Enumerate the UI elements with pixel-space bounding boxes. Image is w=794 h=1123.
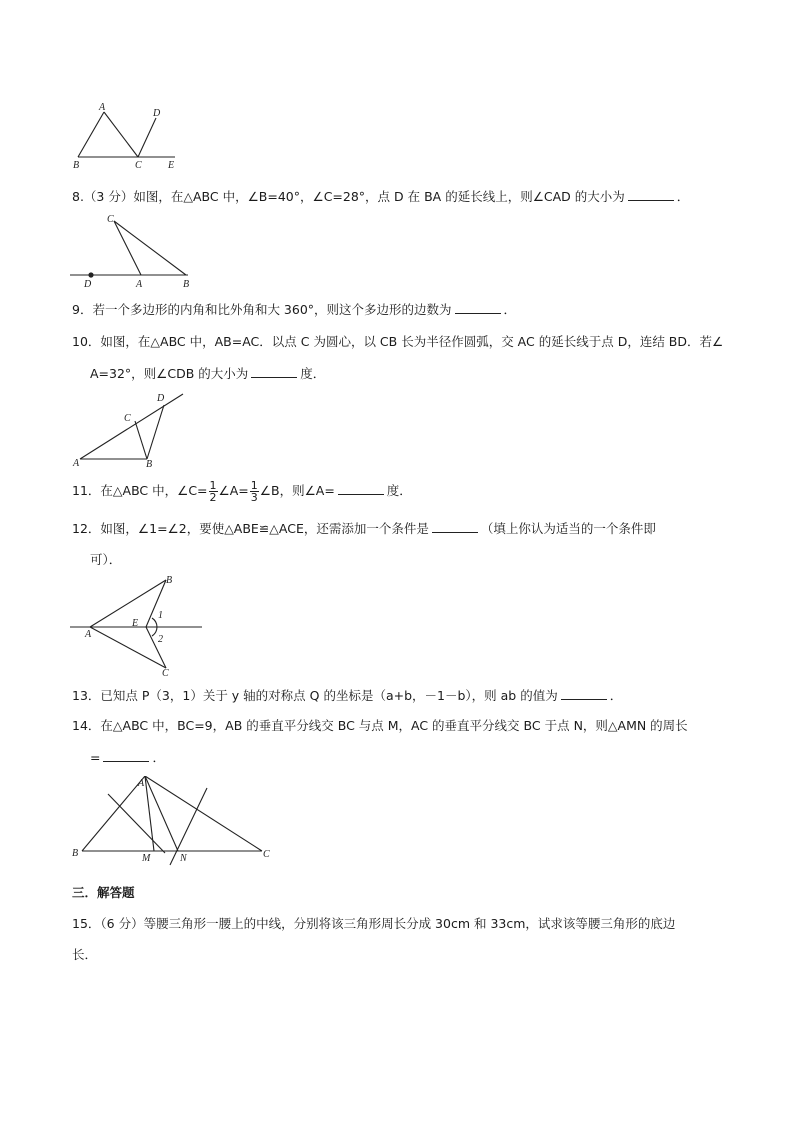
- label-C: C: [162, 668, 169, 677]
- question-13: 13．已知点 P（3，1）关于 y 轴的对称点 Q 的坐标是（a+b，－1－b），则 ab 的值为 ．: [72, 688, 623, 703]
- question-14-line-2: = ．: [90, 750, 165, 765]
- question-9: 9．若一个多边形的内角和比外角和大 360°，则这个多边形的边数为 ．: [72, 302, 517, 317]
- question-12-line-2: 可）．: [90, 552, 122, 567]
- label-A: A: [99, 102, 106, 113]
- answer-blank: [561, 688, 607, 700]
- label-A: A: [138, 778, 145, 789]
- question-12-line-1: 12．如图，∠1=∠2，要使△ABE≌△ACE，还需添加一个条件是 （填上你认为适当的一个条件即: [72, 521, 656, 536]
- label-A: A: [85, 629, 92, 640]
- question-15-line-2: 长．: [72, 947, 98, 962]
- label-A: A: [73, 458, 80, 469]
- label-B: B: [183, 279, 190, 290]
- answer-blank: [338, 483, 384, 495]
- figure-q7: [70, 100, 185, 172]
- question-8: 8.（3 分）如图，在△ABC 中，∠B=40°，∠C=28°，点 D 在 BA 的延长线上，则∠CAD 的大小为 ．: [72, 189, 690, 204]
- answer-blank: [455, 302, 501, 314]
- question-15-line-1: 15．（6 分）等腰三角形一腰上的中线，分别将该三角形周长分成 30cm 和 33cm，试求该等腰三角形的底边: [72, 916, 676, 931]
- fraction-one-third: $\frac{1}{3}$: [250, 479, 258, 504]
- label-C: C: [135, 160, 142, 171]
- label-D: D: [157, 393, 165, 404]
- answer-blank: [628, 189, 674, 201]
- question-10-line-2: A=32°，则∠CDB 的大小为 度．: [90, 366, 326, 381]
- label-C: C: [107, 214, 114, 225]
- label-D: D: [153, 108, 161, 119]
- label-2: 2: [158, 634, 163, 645]
- label-N: N: [180, 853, 187, 864]
- label-C: C: [263, 849, 270, 860]
- figure-q10: [70, 388, 195, 470]
- label-1: 1: [158, 610, 163, 621]
- question-14-line-1: 14．在△ABC 中，BC=9，AB 的垂直平分线交 BC 与点 M，AC 的垂直平分线交 BC 于点 N，则△AMN 的周长: [72, 718, 688, 733]
- label-E: E: [132, 618, 139, 629]
- answer-blank: [251, 366, 297, 378]
- label-A: A: [136, 279, 143, 290]
- label-M: M: [142, 853, 151, 864]
- figure-q14: [70, 776, 280, 868]
- label-B: B: [72, 848, 79, 859]
- label-D: D: [84, 279, 92, 290]
- answer-blank: [103, 750, 149, 762]
- figure-q12: [70, 572, 210, 677]
- label-B: B: [146, 459, 153, 470]
- section-title-3: 三．解答题: [72, 885, 135, 900]
- question-10-line-1: 10．如图，在△ABC 中，AB=AC．以点 C 为圆心，以 CB 长为半径作圆弧，交 AC 的延长线于点 D，连结 BD．若∠: [72, 334, 724, 349]
- question-11: 11．在△ABC 中，∠C= $\frac{1}{2}$ ∠A= $\frac{1}{3}$ ∠B，则∠A= 度．: [72, 479, 412, 504]
- label-B: B: [166, 575, 173, 586]
- label-B: B: [73, 160, 80, 171]
- fraction-one-half: $\frac{1}{2}$: [209, 479, 217, 504]
- label-C: C: [124, 413, 131, 424]
- answer-blank: [432, 521, 478, 533]
- figure-q8: [70, 212, 200, 292]
- label-E: E: [168, 160, 175, 171]
